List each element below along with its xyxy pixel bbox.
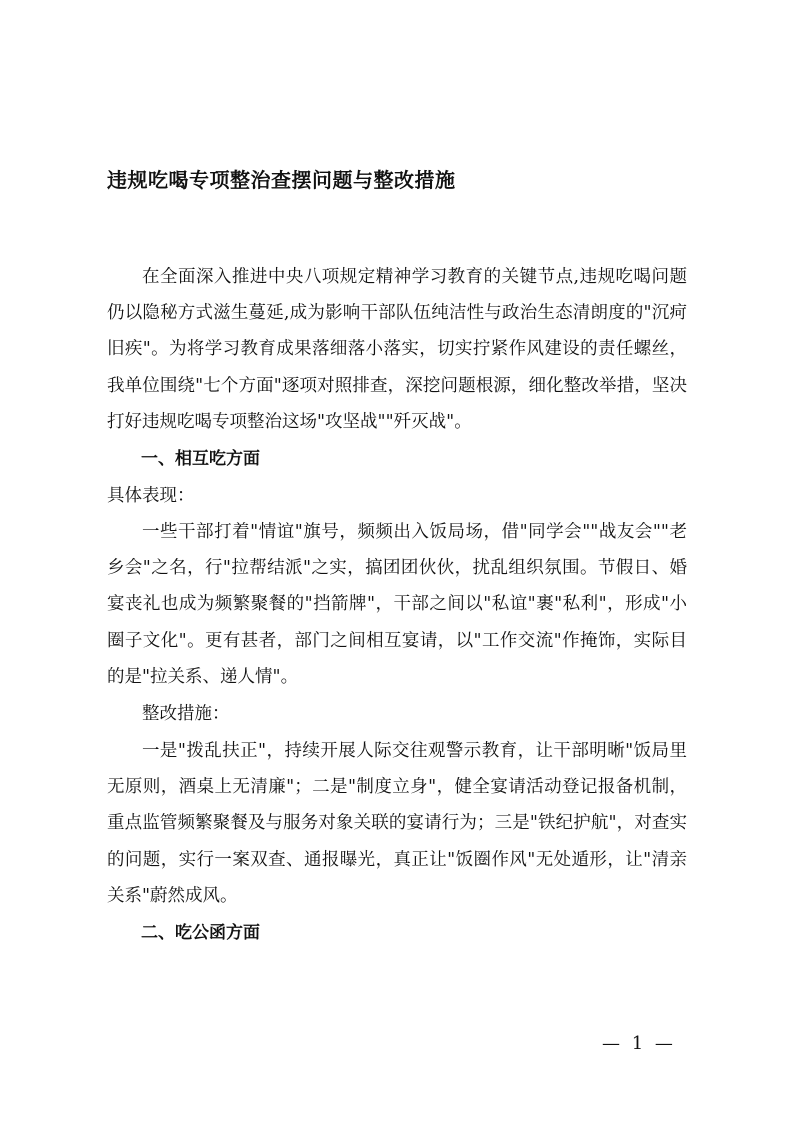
document-title: 违规吃喝专项整治查摆问题与整改措施 [107,168,456,192]
intro-paragraph: 在全面深入推进中央八项规定精神学习教育的关键节点,违规吃喝问题仍以隐秘方式滋生蔓延,成为影响干部队伍纯洁性与政治生态清朗度的"沉疴旧疾"。为将学习教育成果落细落小落实，切实拧紧作风建设的责任螺丝，我单位围绕"七个方面"逐项对照排查，深挖问题根源，细化整改举措，坚决打好违规吃喝专项整治这场"攻坚战""歼灭战"。 [107,267,687,432]
manifestations-paragraph: 一些干部打着"情谊"旗号，频频出入饭局场，借"同学会""战友会""老乡会"之名，行"拉帮结派"之实，搞团团伙伙，扰乱组织氛围。节假日、婚宴丧礼也成为频繁聚餐的"挡箭牌"，干部之间以"私谊"裹"私利"，形成"小圈子文化"。更有甚者，部门之间相互宴请，以"工作交流"作掩饰，实际目的是"拉关系、递人情"。 [107,522,687,687]
section-heading-mutual-dining: 一、相互吃方面 [141,449,260,470]
page-number: — 1 — [602,1033,676,1054]
measures-label: 整改措施： [142,704,230,725]
document-body [107,259,687,952]
manifestations-label: 具体表现： [107,486,195,507]
section-heading-public-letter-dining: 二、吃公函方面 [141,923,260,944]
measures-paragraph: 一是"拨乱扶正"，持续开展人际交往观警示教育，让干部明晰"饭局里无原则，酒桌上无清廉"；二是"制度立身"，健全宴请活动登记报备机制，重点监管频繁聚餐及与服务对象关联的宴请行为；三是"铁纪护航"，对查实的问题，实行一案双查、通报曝光，真正让"饭圈作风"无处遁形，让"清亲关系"蔚然成风。 [107,741,687,906]
